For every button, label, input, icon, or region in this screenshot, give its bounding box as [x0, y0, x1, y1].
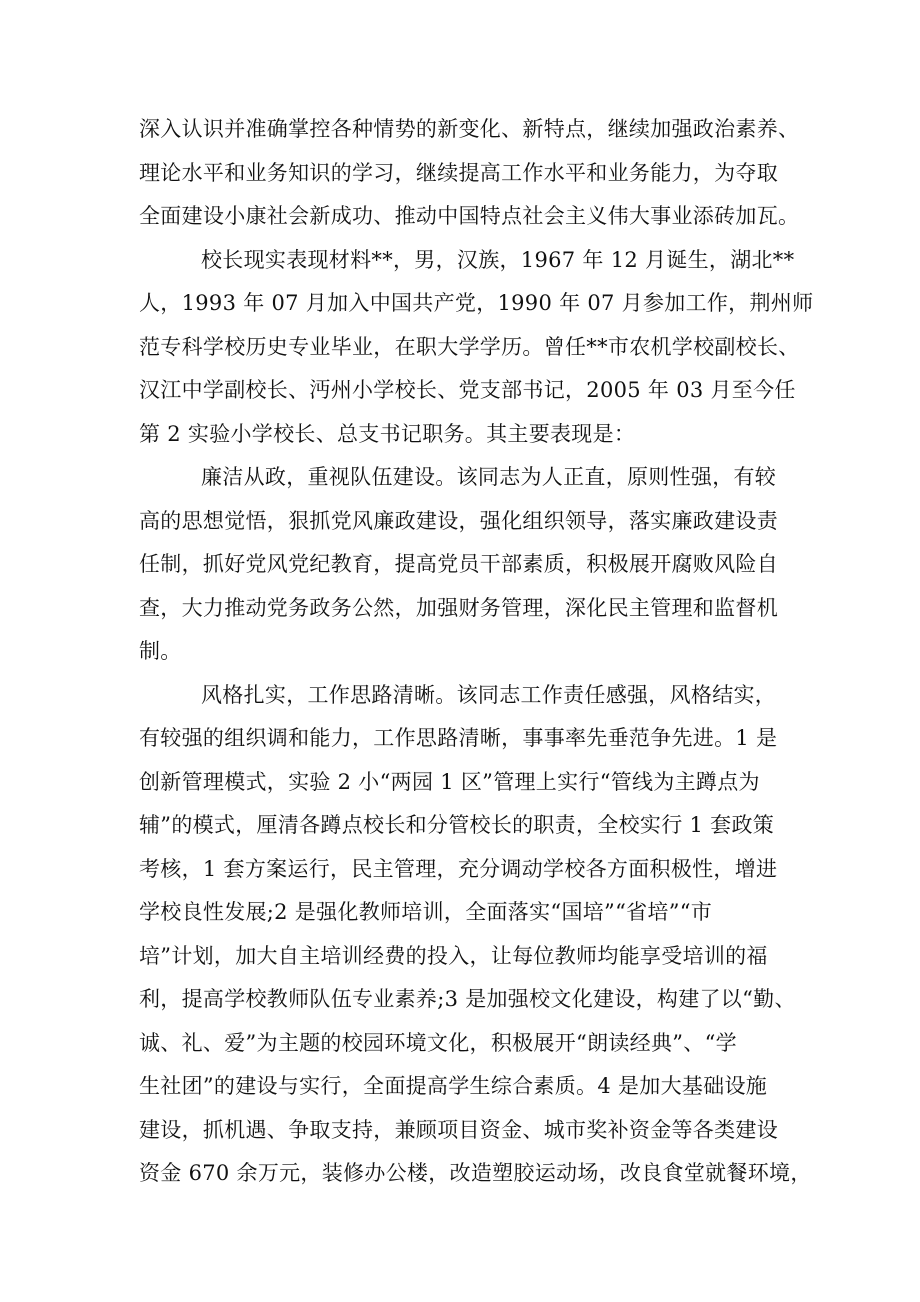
text-line: 有较强的组织调和能力，工作思路清晰，事事率先垂范争先进。1 是	[139, 726, 778, 750]
text-line: 创新管理模式，实验 2 小“两园 1 区”管理上实行“管线为主蹲点为	[139, 769, 760, 794]
text-line: 深入认识并准确掌控各种情势的新变化、新特点，继续加强政治素养、	[139, 117, 800, 141]
paragraph-start-line: 风格扎实，工作思路清晰。该同志工作责任感强，风格结实，	[201, 682, 777, 707]
text-line: 全面建设小康社会新成功、推动中国特点社会主义伟大事业添砖加瓦。	[139, 204, 800, 228]
text-line: 学校良性发展;2 是强化教师培训，全面落实“国培”“省培”“市	[139, 900, 713, 924]
paragraph-start-line: 校长现实表现材料**，男，汉族，1967 年 12 月诞生，湖北**	[201, 247, 795, 272]
text-line: 生社团”的建设与实行，全面提高学生综合素质。4 是加大基础设施	[139, 1074, 768, 1098]
text-line: 利，提高学校教师队伍专业素养;3 是加强校文化建设，构建了以“勤、	[139, 987, 796, 1011]
text-line: 培”计划，加大自主培训经费的投入，让每位教师均能享受培训的福	[139, 943, 768, 968]
text-line: 查，大力推动党务政务公然，加强财务管理，深化民主管理和监督机	[139, 595, 778, 620]
text-line: 制。	[139, 639, 182, 663]
text-line: 范专科学校历史专业毕业，在职大学学历。曾任**市农机学校副校长、	[139, 334, 800, 359]
text-line: 考核，1 套方案运行，民主管理，充分调动学校各方面积极性，增进	[139, 856, 778, 881]
text-line: 辅”的模式，厘清各蹲点校长和分管校长的职责，全校实行 1 套政策	[139, 813, 775, 837]
text-line: 人，1993 年 07 月加入中国共产党，1990 年 07 月参加工作，荆州师	[139, 291, 814, 315]
text-line: 理论水平和业务知识的学习，继续提高工作水平和业务能力，为夺取	[139, 160, 778, 185]
text-line: 高的思想觉悟，狠抓党风廉政建设，强化组织领导，落实廉政建设责	[139, 508, 778, 533]
text-line: 诚、礼、爱”为主题的校园环境文化，积极展开“朗读经典”、“学	[139, 1030, 737, 1055]
text-line: 第 2 实验小学校长、总支书记职务。其主要表现是：	[139, 421, 636, 446]
text-line: 建设，抓机遇、争取支持，兼顾项目资金、城市奖补资金等各类建设	[139, 1117, 778, 1142]
paragraph-start-line: 廉洁从政，重视队伍建设。该同志为人正直，原则性强，有较	[201, 465, 777, 489]
text-line: 任制，抓好党风党纪教育，提高党员干部素质，积极展开腐败风险自	[139, 552, 778, 576]
text-line: 资金 670 余万元，装修办公楼，改造塑胶运动场，改良食堂就餐环境，	[139, 1161, 812, 1185]
body-text	[139, 108, 814, 1196]
text-line: 汉江中学副校长、沔州小学校长、党支部书记，2005 年 03 月至今任	[139, 378, 796, 402]
